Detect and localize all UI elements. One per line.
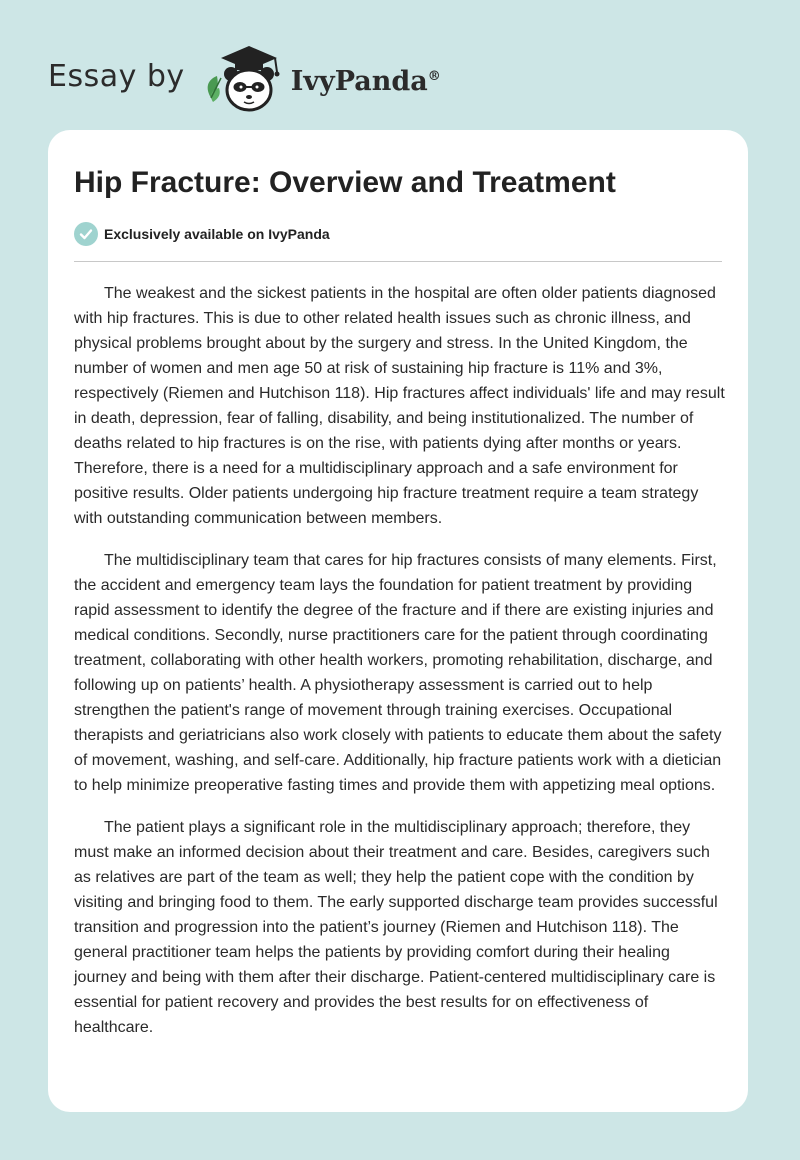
paragraph: The weakest and the sickest patients in the hospital are often older patients diagnosed with hip fractures. This is due to other related health issues such as chronic illness, and physical problems brought about by the surgery and stress. In the United Kingdom, the number of women and men age 50 at risk of sustaining hip fracture is 11% and 3%, respectively (Riemen and Hutchison 118). Hip fractures affect individuals' life and may result in death, depression, fear of falling, disability, and being institutionalized. The number of deaths related to hip fractures is on the rise, with patients dying after months or years. Therefore, there is a need for a multidisciplinary approach and a safe environment for positive results. Older patients undergoing hip fracture treatment require a team strategy with outstanding communication between members.: [74, 285, 725, 527]
essay-by-label: Essay by: [48, 58, 185, 94]
site-header: [48, 36, 441, 116]
exclusive-label: Exclusively available on IvyPanda: [104, 226, 330, 242]
essay-card: [48, 130, 748, 1112]
exclusive-badge: [74, 222, 330, 246]
check-circle-icon: [74, 222, 98, 246]
brand-name: IvyPanda®: [290, 65, 441, 97]
ivypanda-logo-icon: [197, 36, 287, 116]
paragraph: The multidisciplinary team that cares for hip fractures consists of many elements. First, the accident and emergency team lays the foundation for patient treatment by providing rapid assessment to identify the degree of the fracture and if there are existing injuries and medical conditions. Secondly, nurse practitioners care for the patient through coordinating treatment, collaborating with other health workers, promoting rehabilitation, discharge, and following up on patients’ health. A physiotherapy assessment is carried out to help strengthen the patient's range of movement through training exercises. Occupational therapists and geriatricians also work closely with patients to educate them about the safety of movement, washing, and self-care. Additionally, hip fracture patients work with a dietician to help minimize preoperative fasting times and provide them with appetizing meal options.: [74, 552, 722, 794]
registered-mark: ®: [427, 68, 441, 84]
divider: [74, 261, 722, 262]
essay-body: [74, 281, 726, 1057]
page-title: Hip Fracture: Overview and Treatment: [74, 166, 616, 199]
paragraph: The patient plays a significant role in the multidisciplinary approach; therefore, they must make an informed decision about their treatment and care. Besides, caregivers such as relatives are part of the team as well; they help the patient cope with the condition by visiting and bringing food to them. The early supported discharge team provides successful transition and progression into the patient’s journey (Riemen and Hutchison 118). The general practitioner team helps the patients by providing comfort during their healing journey and being with them after their discharge. Patient-centered multidisciplinary care is essential for patient recovery and provides the best results for on effectiveness of healthcare.: [74, 819, 718, 1036]
